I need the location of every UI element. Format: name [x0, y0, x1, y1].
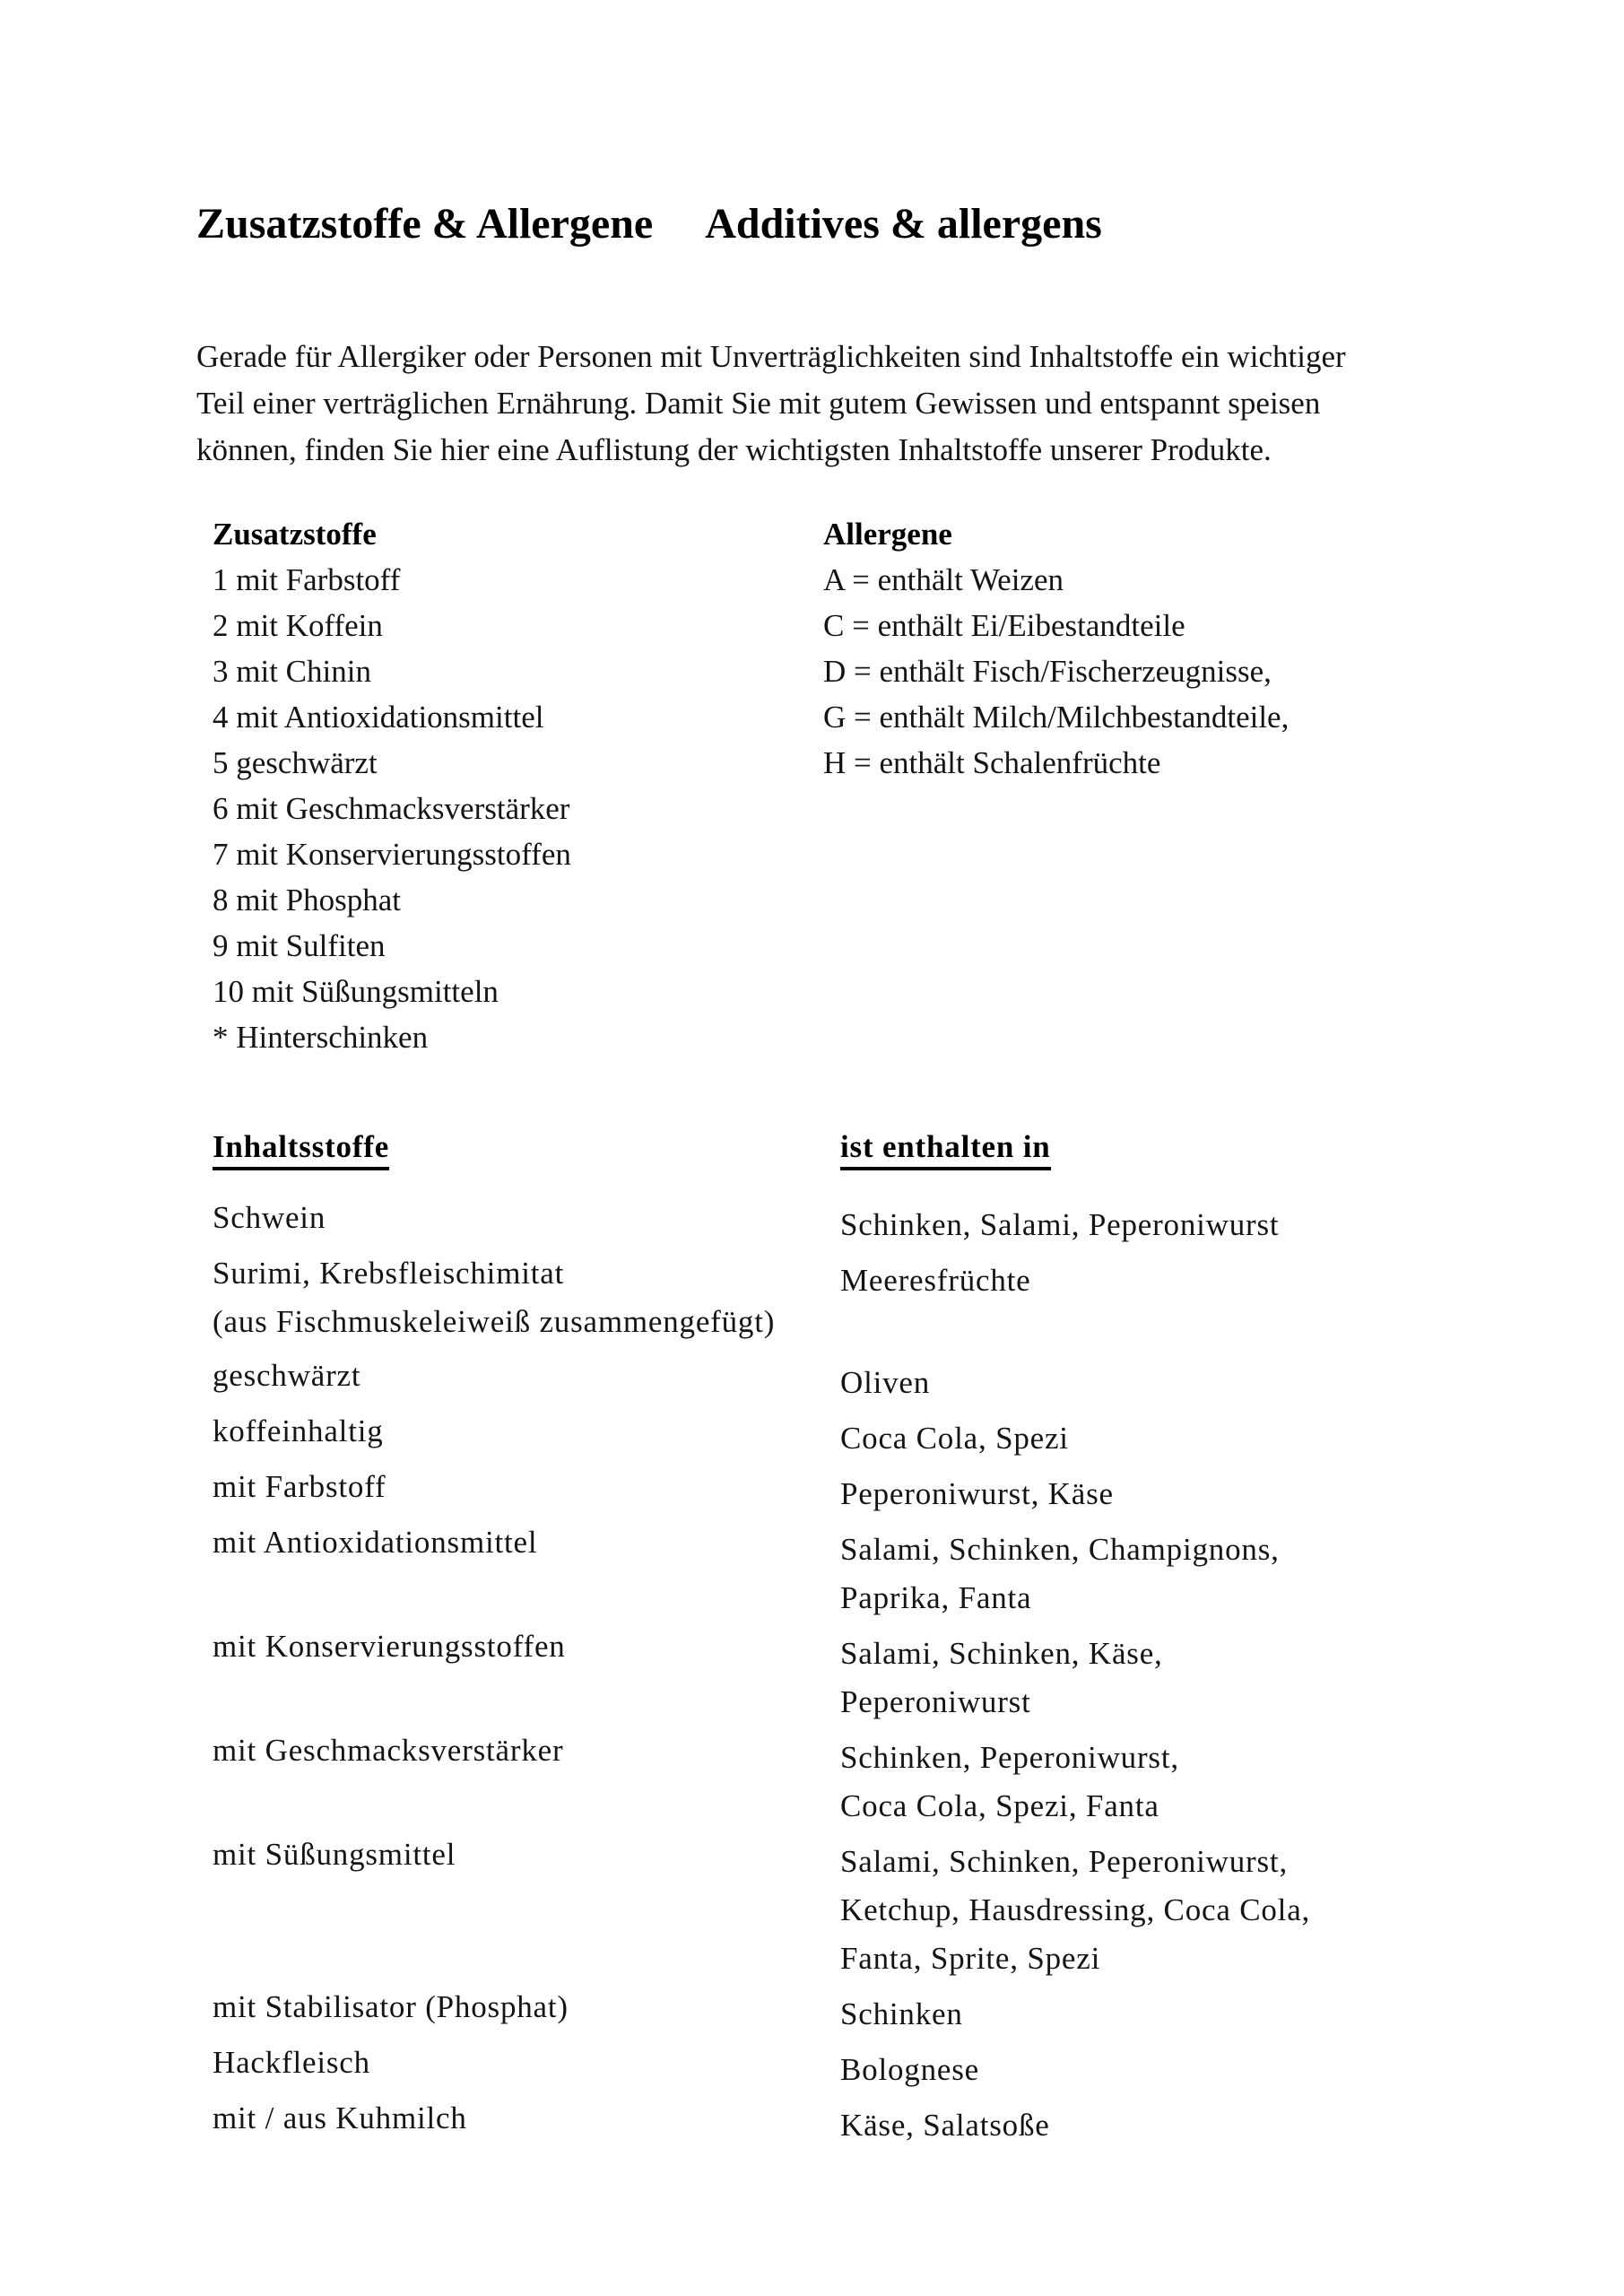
additive-item: 5 geschwärzt — [213, 745, 378, 780]
contained-in-cell: Oliven — [840, 1365, 931, 1400]
contained-in-cell: Paprika, Fanta — [840, 1580, 1032, 1615]
intro-line: Gerade für Allergiker oder Personen mit Unverträglichkeiten sind Inhaltstoffe ein wichtiger — [196, 339, 1346, 374]
additive-item: 9 mit Sulfiten — [213, 928, 386, 963]
contained-in-cell: Salami, Schinken, Champignons, — [840, 1532, 1280, 1567]
contained-in-cell: Bolognese — [840, 2052, 979, 2087]
additives-heading: Zusatzstoffe — [213, 517, 377, 552]
table-row — [213, 1249, 1310, 1346]
intro-paragraph — [196, 334, 1346, 474]
additive-item: 6 mit Geschmacksverstärker — [213, 791, 570, 826]
contained-in-cell: Schinken, Salami, Peperoniwurst — [840, 1207, 1280, 1242]
ingredient-cell: mit Konservierungsstoffen — [213, 1629, 566, 1664]
table-row — [213, 2094, 1310, 2150]
intro-line: können, finden Sie hier eine Auflistung der wichtigsten Inhaltstoffe unserer Produkte. — [196, 432, 1272, 467]
additive-item: 10 mit Süßungsmitteln — [213, 974, 499, 1009]
contained-in-cell: Schinken, Peperoniwurst, — [840, 1740, 1179, 1775]
ingredient-cell: Surimi, Krebsfleischimitat — [213, 1256, 565, 1291]
table-row — [213, 1983, 1310, 2039]
additive-item: 4 mit Antioxidationsmittel — [213, 700, 544, 735]
allergen-item: A = enthält Weizen — [823, 562, 1064, 597]
ingredient-cell: koffeinhaltig — [213, 1413, 384, 1448]
contained-in-cell: Coca Cola, Spezi, Fanta — [840, 1788, 1159, 1823]
table-row — [213, 1518, 1310, 1622]
ingredient-cell: mit Stabilisator (Phosphat) — [213, 1989, 569, 2024]
allergen-item: G = enthält Milch/Milchbestandteile, — [823, 700, 1290, 735]
table-row — [213, 2039, 1310, 2094]
contained-in-cell: Ketchup, Hausdressing, Coca Cola, — [840, 1892, 1311, 1927]
ingredient-cell: mit Farbstoff — [213, 1469, 386, 1504]
column-heading-cell — [213, 1128, 840, 1170]
page-title-german: Zusatzstoffe & Allergene — [196, 200, 654, 248]
additive-item: 3 mit Chinin — [213, 654, 371, 689]
ingredient-cell: mit Geschmacksverstärker — [213, 1733, 564, 1768]
ingredient-cell: (aus Fischmuskeleiweiß zusammengefügt) — [213, 1304, 776, 1339]
ist-enthalten-in-heading: ist enthalten in — [840, 1128, 1051, 1170]
ingredient-cell: geschwärzt — [213, 1358, 361, 1393]
contained-in-cell: Peperoniwurst — [840, 1684, 1031, 1719]
inhaltsstoffe-heading: Inhaltsstoffe — [213, 1128, 389, 1170]
contained-in-cell: Salami, Schinken, Peperoniwurst, — [840, 1844, 1289, 1879]
table-row — [213, 1407, 1310, 1463]
additive-item: 2 mit Koffein — [213, 608, 383, 643]
allergen-item: H = enthält Schalenfrüchte — [823, 745, 1161, 780]
ingredient-cell: Schwein — [213, 1200, 326, 1235]
column-heading-cell — [840, 1128, 1051, 1170]
table-row — [213, 1831, 1310, 1983]
contained-in-cell: Schinken — [840, 1996, 963, 2031]
contained-in-cell: Peperoniwurst, Käse — [840, 1476, 1114, 1511]
contained-in-cell: Meeresfrüchte — [840, 1263, 1031, 1298]
table-row — [213, 1352, 1310, 1407]
additive-item: 7 mit Konservierungsstoffen — [213, 837, 571, 872]
ingredients-table — [213, 1128, 1310, 2150]
page-title — [196, 199, 1102, 248]
table-row — [213, 1726, 1310, 1831]
ingredients-table-header — [213, 1128, 1310, 1170]
ingredient-cell: mit Antioxidationsmittel — [213, 1525, 538, 1560]
additives-allergens-section — [213, 511, 1289, 1060]
ingredient-cell: mit / aus Kuhmilch — [213, 2100, 467, 2135]
contained-in-cell: Coca Cola, Spezi — [840, 1421, 1069, 1456]
additive-item: * Hinterschinken — [213, 1020, 429, 1055]
allergens-list — [823, 511, 1289, 1060]
allergen-item: D = enthält Fisch/Fischerzeugnisse, — [823, 654, 1272, 689]
table-row — [213, 1463, 1310, 1518]
ingredient-cell: mit Süßungsmittel — [213, 1837, 456, 1872]
ingredient-cell: Hackfleisch — [213, 2045, 370, 2080]
intro-line: Teil einer verträglichen Ernährung. Damit Sie mit gutem Gewissen und entspannt speisen — [196, 386, 1321, 421]
contained-in-cell: Käse, Salatsoße — [840, 2108, 1050, 2143]
additive-item: 8 mit Phosphat — [213, 883, 402, 918]
table-row — [213, 1622, 1310, 1726]
additive-item: 1 mit Farbstoff — [213, 562, 401, 597]
additives-list — [213, 511, 823, 1060]
contained-in-cell: Salami, Schinken, Käse, — [840, 1636, 1163, 1671]
contained-in-cell: Fanta, Sprite, Spezi — [840, 1941, 1101, 1976]
allergens-heading: Allergene — [823, 517, 952, 552]
page-title-english: Additives & allergens — [705, 200, 1102, 248]
table-row — [213, 1194, 1310, 1249]
allergen-item: C = enthält Ei/Eibestandteile — [823, 608, 1185, 643]
